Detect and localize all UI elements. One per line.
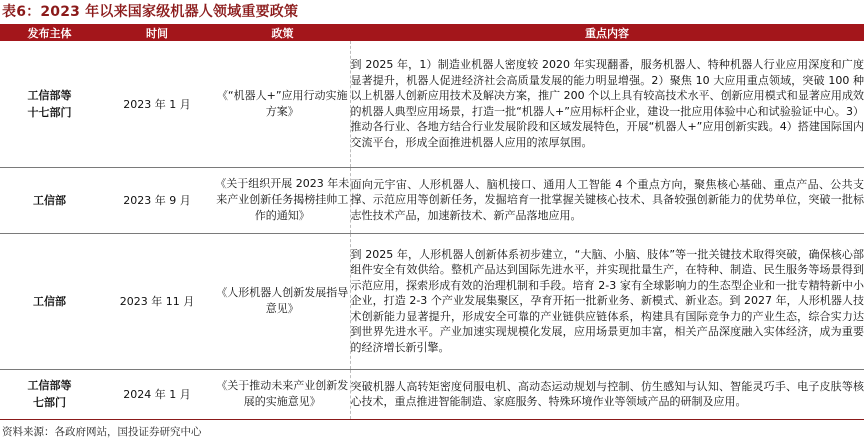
policy-name-cell: 《关于组织开展 2023 年未来产业创新任务揭榜挂帅工作的通知》 <box>215 167 350 233</box>
issuer-text: 工信部 <box>33 193 66 207</box>
content-cell: 到 2025 年，1）制造业机器人密度较 2020 年实现翻番，服务机器人、特种机器人行业应用深度和广度显著提升，机器人促进经济社会高质量发展的能力明显增强。2）聚焦 10 大应用重点领域，突破 100 种以上机器人创新应用技术及解决方案，推广 200 个以上具有较高技术水平、创新应用模式和显著应用成效的机器人典型应用场景，打造一批“机器人+”应用标杆企业，建设一批应用体验中心和试验验证中心。3）推动各行业、各地方结合行业发展阶段和区域发展特色，开展“机器人+”应用创新实践。4）搭建国际国内交流平台，形成全面推进机器人应用的浓厚氛围。 <box>350 41 864 167</box>
issuer-text: 工信部等七部门 <box>27 379 72 409</box>
header-time: 时间 <box>99 24 215 41</box>
content-cell: 突破机器人高转矩密度伺服电机、高动态运动规划与控制、仿生感知与认知、智能灵巧手、电子皮肤等核心技术，重点推进智能制造、家庭服务、特殊环境作业等领域产品的研制及应用。 <box>350 369 864 419</box>
content-cell: 面向元宇宙、人形机器人、脑机接口、通用人工智能 4 个重点方向，聚焦核心基础、重点产品、公共支撑、示范应用等创新任务，发掘培育一批掌握关键核心技术、具备较强创新能力的优势单位，突破一批标志性技术产品，加速新技术、新产品落地应用。 <box>350 167 864 233</box>
table-row <box>0 167 864 233</box>
issuer-text: 工信部 <box>33 294 66 308</box>
table-row <box>0 369 864 419</box>
header-issuer: 发布主体 <box>0 24 99 41</box>
content-cell: 到 2025 年，人形机器人创新体系初步建立，“大脑、小脑、肢体”等一批关键技术取得突破，确保核心部组件安全有效供给。整机产品达到国际先进水平，并实现批量生产，在特种、制造、民生服务等场景得到示范应用，探索形成有效的治理机制和手段。培育 2-3 家有全球影响力的生态型企业和一批专精特新中小企业，打造 2-3 个产业发展集聚区，孕育开拓一批新业务、新模式、新业态。到 2027 年，人形机器人技术创新能力显著提升，形成安全可靠的产业链供应链体系，构建具有国际竞争力的产业生态，综合实力达到世界先进水平。产业加速实现规模化发展，应用场景更加丰富，相关产品深度融入实体经济，成为重要的经济增长新引擎。 <box>350 233 864 369</box>
table-header-row <box>0 24 864 41</box>
header-content: 重点内容 <box>350 24 864 41</box>
time-cell: 2023 年 1 月 <box>99 41 215 167</box>
table-title: 表6：2023 年以来国家级机器人领域重要政策 <box>2 4 299 20</box>
policy-name-cell: 《关于推动未来产业创新发展的实施意见》 <box>215 369 350 419</box>
time-cell: 2023 年 9 月 <box>99 167 215 233</box>
source-note: 资料来源：各政府网站，国投证券研究中心 <box>2 426 202 438</box>
issuer-cell <box>0 233 99 369</box>
policy-table <box>0 24 864 420</box>
issuer-cell <box>0 167 99 233</box>
policy-name-cell: 《人形机器人创新发展指导意见》 <box>215 233 350 369</box>
table-row <box>0 41 864 167</box>
issuer-cell <box>0 369 99 419</box>
time-cell: 2024 年 1 月 <box>99 369 215 419</box>
issuer-text: 工信部等十七部门 <box>27 88 72 119</box>
policy-name-cell: 《“机器人+”应用行动实施方案》 <box>215 41 350 167</box>
header-policy: 政策 <box>215 24 350 41</box>
time-cell: 2023 年 11 月 <box>99 233 215 369</box>
table-row <box>0 233 864 369</box>
issuer-cell <box>0 41 99 167</box>
